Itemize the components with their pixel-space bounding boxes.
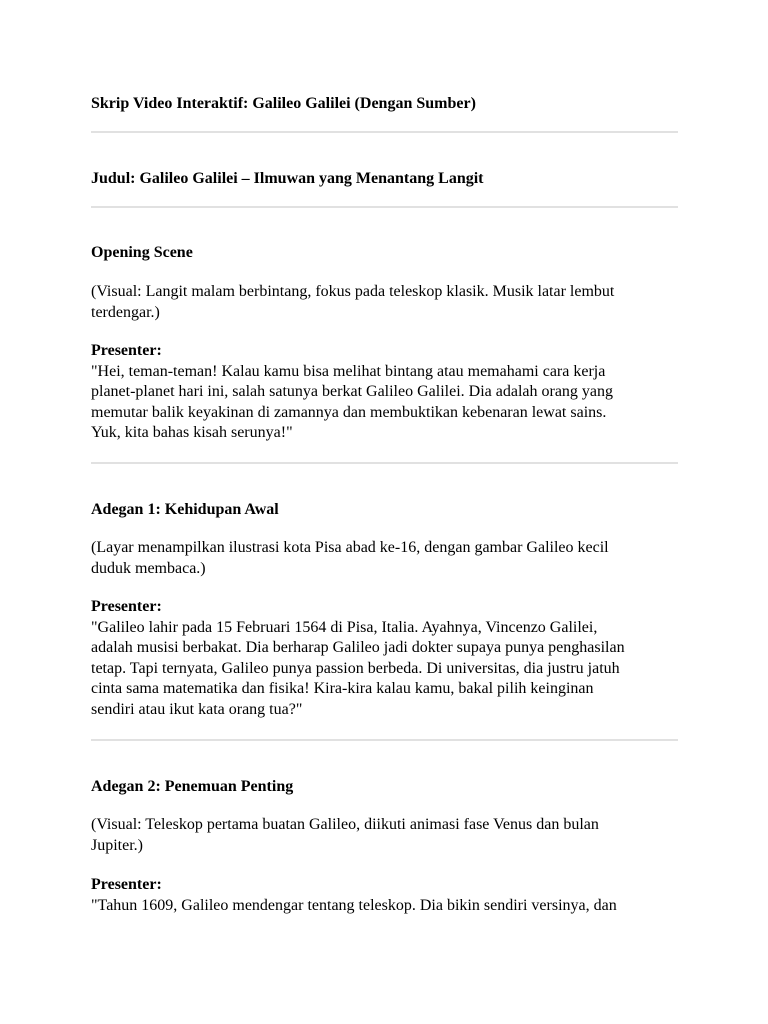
divider: [91, 131, 678, 133]
dialogue-line: sendiri atau ikut kata orang tua?": [91, 700, 303, 718]
section-heading: Adegan 1: Kehidupan Awal: [91, 501, 279, 518]
document-title: Skrip Video Interaktif: Galileo Galilei (Dengan Sumber): [91, 95, 476, 112]
speaker-label: Presenter:: [91, 342, 162, 359]
speaker-label: Presenter:: [91, 598, 162, 615]
section-heading: Opening Scene: [91, 244, 193, 261]
section-heading: Adegan 2: Penemuan Penting: [91, 778, 294, 795]
stage-direction: [91, 282, 678, 323]
direction-line: (Layar menampilkan ilustrasi kota Pisa abad ke-16, dengan gambar Galileo kecil: [91, 539, 609, 556]
dialogue-line: "Hei, teman-teman! Kalau kamu bisa melihat bintang atau memahami cara kerja: [91, 362, 606, 380]
divider: [91, 206, 678, 208]
dialogue-line: tetap. Tapi ternyata, Galileo punya passion berbeda. Di universitas, dia justru jatuh: [91, 659, 620, 677]
dialogue-line: cinta sama matematika dan fisika! Kira-kira kalau kamu, bakal pilih keinginan: [91, 680, 594, 697]
direction-line: duduk membaca.): [91, 559, 206, 577]
direction-line: Jupiter.): [91, 836, 143, 854]
divider: [91, 462, 678, 464]
dialogue-block: [91, 341, 678, 444]
dialogue-block: [91, 875, 678, 916]
dialogue-block: [91, 597, 678, 720]
dialogue-line: "Galileo lahir pada 15 Februari 1564 di Pisa, Italia. Ayahnya, Vincenzo Galilei,: [91, 618, 598, 636]
document-subtitle: Judul: Galileo Galilei – Ilmuwan yang Menantang Langit: [91, 170, 484, 187]
direction-line: (Visual: Teleskop pertama buatan Galileo, diikuti animasi fase Venus dan bulan: [91, 816, 599, 833]
direction-line: (Visual: Langit malam berbintang, fokus pada teleskop klasik. Musik latar lembut: [91, 283, 615, 300]
dialogue-line: "Tahun 1609, Galileo mendengar tentang teleskop. Dia bikin sendiri versinya, dan: [91, 896, 617, 914]
dialogue-line: adalah musisi berbakat. Dia berharap Galileo jadi dokter supaya punya penghasilan: [91, 639, 625, 656]
dialogue-line: Yuk, kita bahas kisah serunya!": [91, 424, 293, 441]
dialogue-line: memutar balik keyakinan di zamannya dan membuktikan kebenaran lewat sains.: [91, 403, 607, 421]
speaker-label: Presenter:: [91, 876, 162, 893]
dialogue-line: planet-planet hari ini, salah satunya berkat Galileo Galilei. Dia adalah orang yang: [91, 383, 614, 400]
divider: [91, 739, 678, 741]
stage-direction: [91, 538, 678, 579]
stage-direction: [91, 815, 678, 856]
direction-line: terdengar.): [91, 303, 160, 321]
